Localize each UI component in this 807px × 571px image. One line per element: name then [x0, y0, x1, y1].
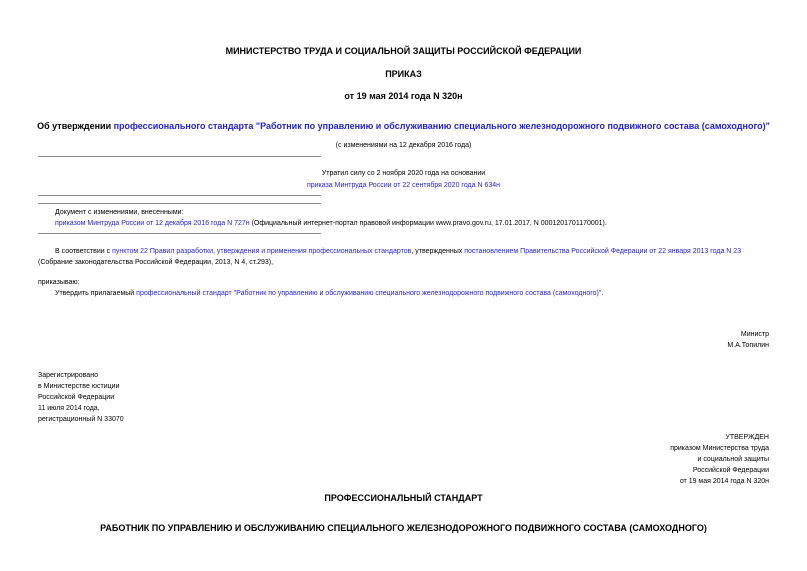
- divider: [38, 156, 321, 157]
- edition-note: (с изменениями на 12 декабря 2016 года): [335, 142, 472, 149]
- preamble-text: В соответствии с: [55, 248, 113, 255]
- approve-standard-link[interactable]: профессиональный стандарт "Работник по управлению и обслуживанию специального железнодорожного подвижного состава (самоходного)": [136, 290, 602, 297]
- approved-line: приказом Министерства труда: [670, 445, 769, 452]
- doc-type-heading: ПРИКАЗ: [385, 69, 422, 79]
- doc-title: [0, 121, 807, 132]
- registration-line: 11 июля 2014 года,: [38, 405, 100, 412]
- approved-line: УТВЕРЖДЕН: [725, 434, 769, 441]
- standard-title: РАБОТНИК ПО УПРАВЛЕНИЮ И ОБСЛУЖИВАНИЮ СПЕЦИАЛЬНОГО ЖЕЛЕЗНОДОРОЖНОГО ПОДВИЖНОГО СОСТАВА (САМОХОДНОГО): [100, 523, 707, 533]
- signature-name: М.А.Топилин: [727, 342, 769, 349]
- preamble-line-1: [55, 246, 785, 257]
- approve-text: Утвердить прилагаемый: [55, 290, 137, 297]
- preamble-text: , утвержденных: [411, 248, 465, 255]
- standard-heading: ПРОФЕССИОНАЛЬНЫЙ СТАНДАРТ: [324, 493, 483, 503]
- approved-line: Российской Федерации: [692, 467, 769, 474]
- divider: [38, 203, 321, 204]
- doc-date-number: от 19 мая 2014 года N 320н: [344, 91, 463, 101]
- approve-text: .: [601, 290, 604, 297]
- approve-line: [55, 288, 785, 299]
- ministry-heading: МИНИСТЕРСТВО ТРУДА И СОЦИАЛЬНОЙ ЗАЩИТЫ РОССИЙСКОЙ ФЕДЕРАЦИИ: [225, 46, 582, 56]
- doc-title-link[interactable]: профессионального стандарта "Работник по управлению и обслуживанию специального железнодорожного подвижного состава (самоходного)": [113, 121, 770, 131]
- invalid-notice-text: Утратил силу со 2 ноября 2020 года на основании: [321, 170, 486, 177]
- amendments-link[interactable]: приказом Минтруда России от 12 декабря 2016 года N 727н: [55, 220, 250, 227]
- doc-title-prefix: Об утверждении: [37, 121, 114, 131]
- preamble-link-decree[interactable]: постановлением Правительства Российской Федерации от 22 января 2013 года N 23: [464, 248, 742, 255]
- amendments-line: [55, 218, 775, 229]
- preamble-link-rules[interactable]: пунктом 22 Правил разработки, утверждения и применения профессиональных стандартов: [112, 248, 412, 255]
- preamble-line-2: (Собрание законодательства Российской Федерации, 2013, N 4, ст.293),: [38, 259, 274, 266]
- order-word: приказываю:: [38, 279, 80, 286]
- registration-line: в Министерстве юстиции: [38, 383, 120, 390]
- divider: [38, 195, 321, 196]
- signature-role: Министр: [740, 331, 769, 338]
- divider: [38, 233, 321, 234]
- registration-line: Российской Федерации: [38, 394, 115, 401]
- approved-line: от 19 мая 2014 года N 320н: [679, 478, 769, 485]
- amendments-label: Документ с изменениями, внесенными:: [55, 209, 184, 216]
- registration-line: регистрационный N 33070: [38, 416, 124, 423]
- amendments-source: (Официальный интернет-портал правовой информации www.pravo.gov.ru, 17.01.2017, N 0001201701170001).: [249, 220, 607, 227]
- invalid-notice-link[interactable]: приказа Минтруда России от 22 сентября 2020 года N 634н: [306, 182, 501, 189]
- registration-line: Зарегистрировано: [38, 372, 98, 379]
- approved-line: и социальной защиты: [697, 456, 769, 463]
